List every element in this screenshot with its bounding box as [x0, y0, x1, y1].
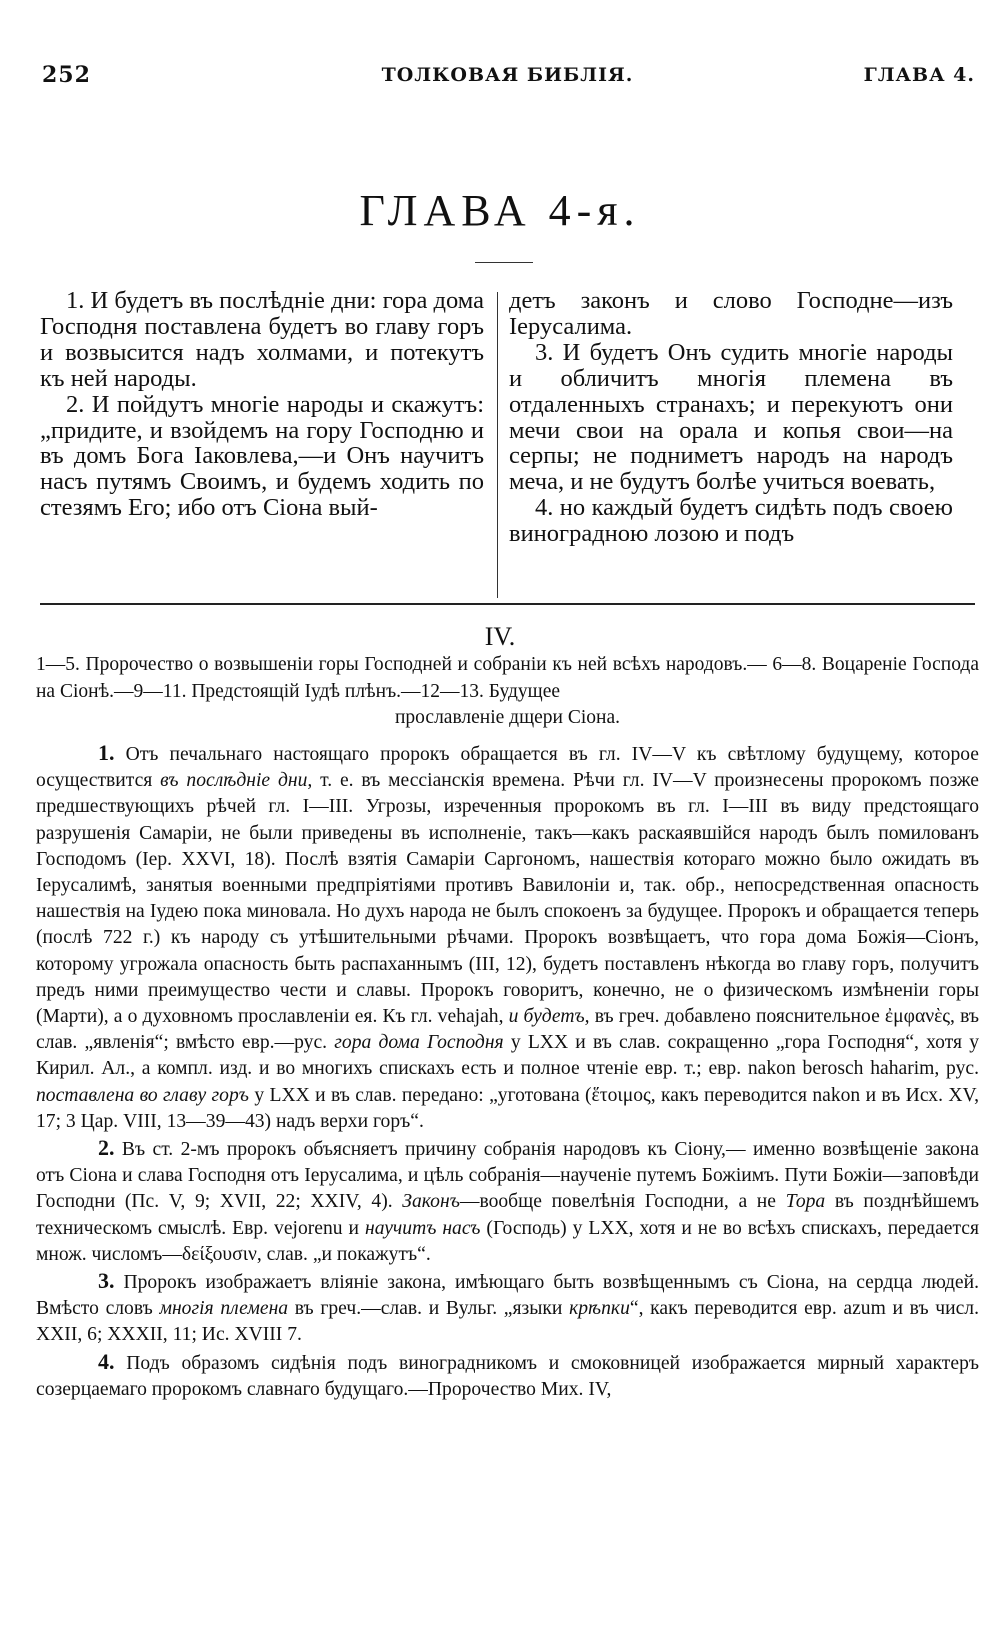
summary-line: 1—5. Пророчество о возвышеніи горы Господней и собраніи къ ней всѣхъ народовъ.— 6—8. Воцареніе Господа на Сіонѣ.—9—11. Предстоящій Іудѣ плѣнъ.—12—13. Будущее: [36, 654, 979, 702]
commentary-paragraph-1: 1. Отъ печальнаго настоящаго пророкъ обращается въ гл. IV—V къ свѣтлому будущему, которое осуществится въ послѣдніе дни, т. е. въ мессіанскія времена. Рѣчи гл. IV—V произнесены пророкомъ позже предшествующихъ рѣчей гл. I—III. Угрозы, изреченныя пророкомъ въ гл. I—III въ виду предстоящаго разрушенія Самаріи, не были приведены въ исполненіе, такъ—какъ раскаявшійся народъ былъ помилованъ Господомъ (Іер. XXVI, 18). Послѣ взятія Самаріи Саргономъ, нашествія котораго можно было ожидать въ Іерусалимѣ, занятыя военными предпріятіями противъ Вавилоніи и, так. обр., непосредственная опасность нашествія на Іудею пока миновала. Но духъ народа не былъ спокоенъ за будущее. Пророкъ и обращается теперь (послѣ 722 г.) къ народу съ утѣшительными рѣчами. Пророкъ возвѣщаетъ, что гора дома Божія—Сіонъ, которому угрожала опасность быть распаханнымъ (III, 12), будетъ поставленъ нѣкогда во главу горъ, получитъ предъ ними преимущество чести и славы. Пророкъ говоритъ, конечно, не о физическомъ измѣненіи горы (Марти), а о духовномъ прославленіи ея. Къ гл. vehajah, и будетъ, въ греч. добавлено пояснительное ἐμφανὲς, въ слав. „явленія“; вмѣсто евр.—рус. гора дома Господня у LXX и въ слав. сокращенно „гора Господня“, хотя у Кирил. Ал., а компл. изд. и во многихъ спискахъ есть и полное чтеніе евр. т.; евр. nakon berosch haharim, рус. поставлена во главу горъ у LXX и въ слав. передано: „уготована (ἕτοιμος, какъ переводится nakon и въ Исх. XV, 17; 3 Цар. VIII, 13—39—43) надъ верхи горъ“.: [36, 740, 980, 1132]
scripture-text: [40, 288, 975, 598]
quoted-phrase: крѣпки: [569, 1298, 630, 1320]
running-chapter: ГЛАВА 4.: [863, 64, 975, 86]
commentary-paragraph-3: 3. Пророкъ изображаетъ вліяніе закона, имѣющаго быть возвѣщеннымъ съ Сіона, на сердца людей. Вмѣсто словъ многія племена въ греч.—слав. и Вульг. „языки крѣпки“, какъ переводится евр. azum и въ числ. XXII, 6; XXXII, 11; Ис. XVIII 7.: [36, 1268, 980, 1346]
quoted-phrase: въ послѣдніе дни,: [160, 770, 313, 792]
verse-2-continued: детъ законъ и слово Господне—изъ Іерусалима.: [509, 287, 953, 340]
column-divider: [497, 292, 498, 598]
scripture-column-left: [40, 288, 484, 521]
summary-line: прославленіе дщери Сіона.: [395, 707, 620, 728]
commentary-paragraph-2: 2. Въ ст. 2-мъ пророкъ объясняетъ причину собранія народовъ къ Сіону,— именно возвѣщеніе закона отъ Сіона и слава Господня отъ Іерусалима, и цѣль собранія—наученіе путемъ Божіимъ. Пути Божіи—заповѣди Господни (Пс. V, 9; XVII, 22; XXIV, 4). Законъ—вообще повелѣнія Господни, а не Тора въ позднѣйшемъ техническомъ смыслѣ. Евр. vejorenu и научитъ насъ (Господь) у LXX, хотя и не во всѣхъ спискахъ, передается множ. числомъ—δείξουσιν, слав. „и покажутъ“.: [36, 1135, 979, 1265]
page-number: 252: [42, 62, 91, 88]
chapter-title-rule: [475, 262, 533, 263]
quoted-phrase: многія племена: [159, 1298, 289, 1320]
quoted-phrase: Тора: [785, 1191, 826, 1213]
scripture-column-right: [509, 288, 953, 547]
chapter-title: ГЛАВА 4-я.: [359, 186, 641, 235]
chapter-summary: [36, 652, 979, 732]
commentary-paragraph-4: 4. Подъ образомъ сидѣнія подъ виноградникомъ и смоковницей изображается мирный характеръ созерцаемаго пророкомъ славнаго будущаго.—Пророчество Мих. IV,: [36, 1348, 979, 1400]
quoted-phrase: и будетъ,: [508, 1006, 590, 1028]
quoted-phrase: Законъ: [402, 1191, 460, 1213]
section-numeral: IV.: [484, 622, 516, 651]
quoted-phrase: гора дома Господня: [334, 1032, 504, 1054]
verse-1: 1. И будетъ въ послѣдніе дни: гора дома Господня поставлена будетъ во главу горъ и возвысится надъ холмами, и потекутъ къ ней народы.: [40, 287, 484, 392]
running-title: ТОЛКОВАЯ БИБЛІЯ.: [381, 64, 634, 86]
quoted-phrase: поставлена во главу горъ: [36, 1084, 249, 1106]
text-commentary-divider: [40, 603, 975, 605]
commentary-number: 1.: [98, 740, 115, 765]
commentary: [36, 740, 979, 1403]
quoted-phrase: научитъ насъ: [364, 1217, 481, 1239]
running-header: [40, 62, 975, 92]
verse-3: 3. И будетъ Онъ судить многіе народы и обличитъ многія племена въ отдаленныхъ странахъ; и перекуютъ они мечи свои на орала и копья свои—на серпы; не подниметъ народъ на народъ меча, и не будутъ болѣе учиться воевать,: [509, 338, 953, 496]
verse-2: 2. И пойдутъ многіе народы и скажутъ: „придите, и взойдемъ на гору Господню и въ домъ Бога Іаковлева,—и Онъ научитъ насъ путямъ Своимъ, и будемъ ходить по стезямъ Его; ибо отъ Сіона вый-: [40, 390, 484, 522]
verse-4: 4. но каждый будетъ сидѣть подъ своею виноградною лозою и подъ: [509, 494, 953, 548]
commentary-number: 3.: [98, 1268, 115, 1294]
commentary-number: 4.: [98, 1348, 115, 1374]
commentary-number: 2.: [98, 1135, 115, 1161]
